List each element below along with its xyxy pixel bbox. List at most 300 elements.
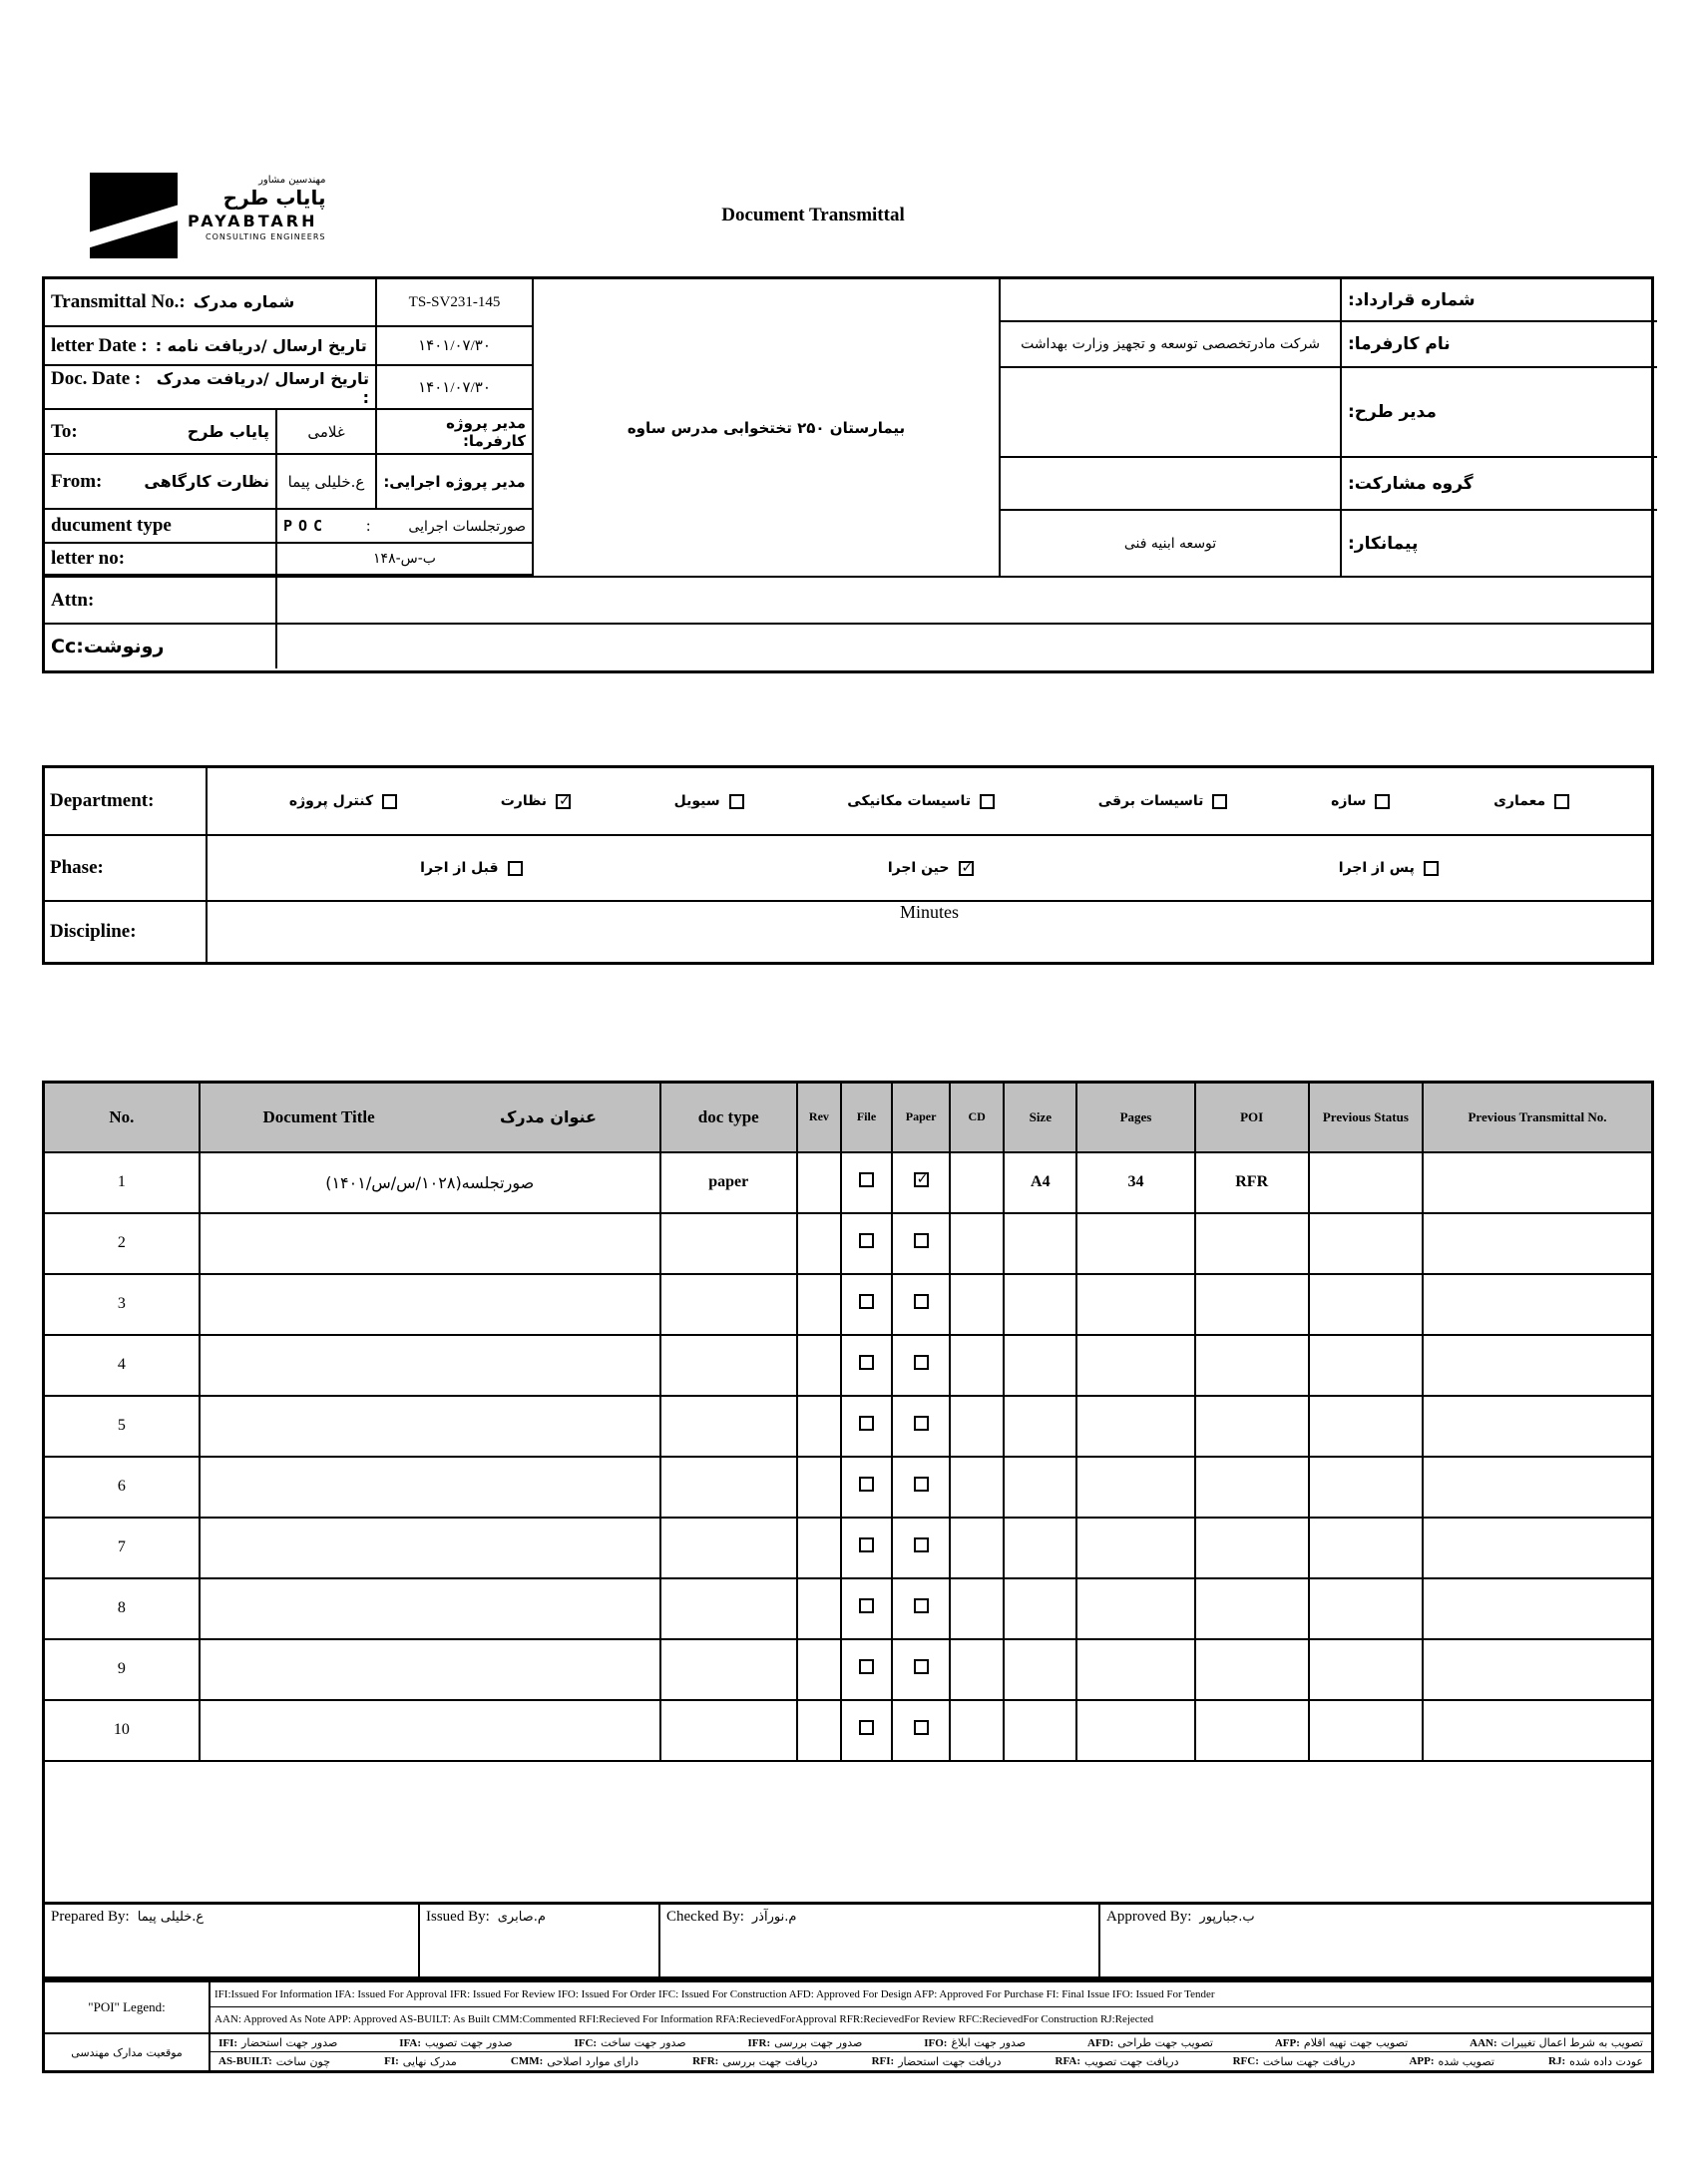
col-title-fa: عنوان مدرک (500, 1107, 597, 1127)
status-legend-entry (384, 2055, 457, 2068)
status-text: دارای موارد اصلاحی (547, 2054, 638, 2068)
transmittal-no-value: TS-SV231-145 (408, 293, 501, 310)
status-code: IFI: (218, 2036, 238, 2049)
status-text: تصویب به شرط اعمال تغییرات (1500, 2036, 1643, 2049)
row-paper (892, 1213, 950, 1274)
row-rev (797, 1396, 841, 1457)
attn-label: Attn: (45, 578, 277, 623)
row-cd (950, 1457, 1004, 1518)
page-title: Document Transmittal (721, 205, 905, 225)
row-no: 5 (44, 1396, 200, 1457)
document-type-colon: : (366, 517, 371, 535)
row-rev (797, 1152, 841, 1213)
checkbox-icon[interactable] (556, 794, 571, 809)
row-no: 4 (44, 1335, 200, 1396)
status-code: APP: (1409, 2055, 1435, 2067)
row-cd (950, 1396, 1004, 1457)
documents-table (42, 1081, 1654, 1905)
row-rev (797, 1274, 841, 1335)
checkbox-option-label: تاسیسات برقی (1097, 793, 1204, 809)
checkbox-option-label: تاسیسات مکانیکی (847, 793, 972, 809)
department-row (45, 768, 1651, 836)
row-previous-transmittal (1423, 1274, 1653, 1335)
row-previous-status (1309, 1518, 1423, 1578)
row-paper (892, 1396, 950, 1457)
row-poi (1195, 1335, 1309, 1396)
col-previous-transmittal-no: Previous Transmittal No. (1423, 1083, 1653, 1152)
design-manager-label: مدیر طرح: (1340, 368, 1657, 456)
row-previous-status (1309, 1274, 1423, 1335)
row-poi (1195, 1213, 1309, 1274)
doc-date-label-fa: تاریخ ارسال /دریافت مدرک : (156, 368, 369, 407)
approved-by-label: Approved By: (1106, 1909, 1192, 1925)
paper-checkbox-icon[interactable] (914, 1416, 929, 1431)
col-poi: POI (1195, 1083, 1309, 1152)
row-paper (892, 1518, 950, 1578)
department-options (208, 768, 1651, 834)
status-text: صدور جهت تصویب (425, 2036, 513, 2049)
paper-checkbox-icon[interactable] (914, 1172, 929, 1187)
phase-options (208, 836, 1651, 900)
row-file (841, 1335, 892, 1396)
logo-subtitle: CONSULTING ENGINEERS (206, 232, 326, 241)
paper-checkbox-icon[interactable] (914, 1355, 929, 1370)
poi-legend-label: "POI" Legend: (45, 1982, 211, 2032)
prepared-by-name: ع.خلیلی پیما (137, 1910, 205, 1925)
file-checkbox-icon[interactable] (859, 1172, 874, 1187)
phase-label: Phase: (45, 836, 208, 900)
letter-date-label-en: letter Date : (51, 334, 148, 356)
status-code: IFA: (399, 2036, 422, 2049)
row-file (841, 1213, 892, 1274)
document-type-row (45, 510, 532, 544)
paper-checkbox-icon[interactable] (914, 1233, 929, 1248)
status-text: دریافت جهت بررسی (722, 2054, 818, 2068)
checkbox-option (1339, 860, 1439, 876)
file-checkbox-icon[interactable] (859, 1355, 874, 1370)
design-manager-row (1001, 368, 1657, 458)
row-cd (950, 1335, 1004, 1396)
status-legend-entry (511, 2055, 638, 2068)
file-checkbox-icon[interactable] (859, 1477, 874, 1492)
status-legend-entry (1233, 2055, 1356, 2068)
to-person: غلامی (277, 410, 377, 453)
row-cd (950, 1274, 1004, 1335)
checkbox-icon[interactable] (1424, 861, 1439, 876)
status-code: AFP: (1274, 2036, 1300, 2049)
row-paper (892, 1578, 950, 1639)
partnership-value (1001, 458, 1340, 509)
row-size (1004, 1457, 1076, 1518)
legend-section (42, 1979, 1654, 2073)
logo-fa-name: پایاب طرح (222, 186, 326, 210)
status-code: RFI: (871, 2055, 895, 2067)
row-cd (950, 1639, 1004, 1700)
row-previous-status (1309, 1213, 1423, 1274)
checkbox-option-label: کنترل پروژه (288, 793, 374, 809)
table-row (44, 1700, 1653, 1761)
row-previous-transmittal (1423, 1700, 1653, 1761)
status-text: مدرک نهایی (402, 2054, 457, 2068)
row-title (200, 1396, 660, 1457)
row-paper (892, 1152, 950, 1213)
attn-value[interactable] (277, 578, 1651, 623)
table-row (44, 1335, 1653, 1396)
row-poi (1195, 1396, 1309, 1457)
row-size (1004, 1335, 1076, 1396)
status-code: RJ: (1548, 2055, 1566, 2067)
row-paper (892, 1457, 950, 1518)
checkbox-option-label: سازه (1331, 793, 1367, 809)
col-size: Size (1004, 1083, 1076, 1152)
row-cd (950, 1578, 1004, 1639)
status-legend-entry (872, 2055, 1002, 2068)
row-paper (892, 1700, 950, 1761)
row-no: 3 (44, 1274, 200, 1335)
row-no: 10 (44, 1700, 200, 1761)
table-row (44, 1578, 1653, 1639)
contract-no-label: شماره قرارداد: (1340, 279, 1657, 320)
checkbox-option (1493, 793, 1569, 809)
file-checkbox-icon[interactable] (859, 1598, 874, 1613)
checkbox-icon[interactable] (1375, 794, 1390, 809)
row-poi (1195, 1700, 1309, 1761)
checked-by-cell (660, 1905, 1100, 1976)
document-type-label: ducument type (45, 510, 277, 542)
from-label: From: (51, 470, 103, 492)
status-legend-entry (574, 2036, 685, 2049)
row-paper (892, 1639, 950, 1700)
checkbox-option (501, 793, 571, 809)
row-file (841, 1518, 892, 1578)
checkbox-icon[interactable] (382, 794, 397, 809)
table-row (44, 1213, 1653, 1274)
checkbox-option-label: قبل از اجرا (420, 860, 499, 876)
client-row (1001, 322, 1657, 368)
poi-legend-line-1: IFI:Issued For Information IFA: Issued For Approval IFR: Issued For Review IFO: Issued For Order IFC: Issued For Construction AFD: Approved For Design AFP: Approved For Purchase FI: Final Issue IFO: Issued For Tender (211, 1982, 1651, 2007)
row-no: 2 (44, 1213, 200, 1274)
status-code: RFC: (1232, 2055, 1259, 2067)
row-size (1004, 1213, 1076, 1274)
row-file (841, 1457, 892, 1518)
row-title (200, 1578, 660, 1639)
contractor-label: پیمانکار: (1340, 511, 1657, 576)
status-code: IFC: (574, 2036, 598, 2049)
paper-checkbox-icon[interactable] (914, 1720, 929, 1735)
table-filler-area (44, 1761, 1653, 1904)
approved-by-name: ب.جبارپور (1199, 1910, 1255, 1925)
checkbox-option (888, 860, 974, 876)
col-title-en: Document Title (262, 1106, 375, 1126)
row-pages (1076, 1213, 1194, 1274)
row-paper (892, 1274, 950, 1335)
table-row (44, 1396, 1653, 1457)
row-previous-transmittal (1423, 1457, 1653, 1518)
row-cd (950, 1700, 1004, 1761)
row-poi: RFR (1195, 1152, 1309, 1213)
col-paper: Paper (892, 1083, 950, 1152)
row-previous-status (1309, 1396, 1423, 1457)
logo-latin-name: PAYABTARH (188, 212, 318, 230)
transmittal-no-label-fa: شماره مدرک (193, 292, 295, 311)
col-rev: Rev (797, 1083, 841, 1152)
status-text: تصویب شده (1438, 2054, 1494, 2068)
row-no: 7 (44, 1518, 200, 1578)
status-legend-entry (1087, 2036, 1213, 2049)
row-rev (797, 1457, 841, 1518)
status-text: دریافت جهت ساخت (1262, 2054, 1356, 2068)
status-text: تصویب جهت طراحی (1117, 2036, 1213, 2049)
col-cd: CD (950, 1083, 1004, 1152)
status-text: صدور جهت ساخت (601, 2036, 686, 2049)
row-previous-transmittal (1423, 1213, 1653, 1274)
status-legend-entry (692, 2055, 817, 2068)
status-legend-line-1 (211, 2034, 1651, 2052)
row-previous-status (1309, 1578, 1423, 1639)
row-title (200, 1274, 660, 1335)
row-poi (1195, 1578, 1309, 1639)
to-row (45, 410, 532, 455)
exec-pm-label: مدیر پروژه اجرایی: (383, 472, 526, 491)
checkbox-option (674, 793, 744, 809)
row-previous-transmittal (1423, 1578, 1653, 1639)
row-previous-transmittal (1423, 1335, 1653, 1396)
row-file (841, 1274, 892, 1335)
row-pages (1076, 1457, 1194, 1518)
documents-rows (44, 1152, 1653, 1761)
file-checkbox-icon[interactable] (859, 1720, 874, 1735)
row-size (1004, 1639, 1076, 1700)
row-pages (1076, 1274, 1194, 1335)
row-title (200, 1700, 660, 1761)
status-legend-block (45, 2032, 1651, 2070)
row-previous-status (1309, 1639, 1423, 1700)
status-code: IFR: (747, 2036, 771, 2049)
status-code: AS-BUILT: (218, 2055, 272, 2067)
cc-value[interactable] (277, 625, 1651, 668)
row-previous-status (1309, 1152, 1423, 1213)
status-text: تصویب جهت تهیه اقلام (1303, 2036, 1409, 2049)
status-legend-label: موقعیت مدارک مهندسی (45, 2034, 211, 2070)
department-label: Department: (45, 768, 208, 834)
row-size (1004, 1274, 1076, 1335)
row-previous-transmittal (1423, 1396, 1653, 1457)
status-legend-line-2 (211, 2052, 1651, 2070)
file-checkbox-icon[interactable] (859, 1537, 874, 1552)
transmittal-no-label-en: Transmittal No.: (51, 291, 186, 312)
col-doc-type: doc type (660, 1083, 797, 1152)
row-file (841, 1639, 892, 1700)
row-no: 8 (44, 1578, 200, 1639)
status-code: RFR: (692, 2055, 719, 2067)
status-text: صدور جهت استحضار (241, 2036, 338, 2049)
status-legend-entry (924, 2036, 1026, 2049)
info-right-block (1001, 279, 1657, 576)
phase-row (45, 836, 1651, 902)
status-legend-entry (218, 2055, 330, 2068)
row-size (1004, 1700, 1076, 1761)
checkbox-icon[interactable] (1212, 794, 1227, 809)
letter-date-label-fa: تاریخ ارسال /دریافت نامه : (155, 335, 367, 355)
signatures-row (42, 1902, 1654, 1979)
row-file (841, 1396, 892, 1457)
doc-date-value: ۱۴۰۱/۰۷/۳۰ (418, 379, 491, 396)
row-rev (797, 1700, 841, 1761)
attn-row (45, 576, 1651, 623)
row-no: 9 (44, 1639, 200, 1700)
table-row (44, 1518, 1653, 1578)
checkbox-option-label: سیویل (673, 793, 720, 809)
status-text: صدور جهت ابلاغ (951, 2036, 1027, 2049)
document-type-fa: صورتجلسات اجرایی (408, 518, 526, 535)
to-value: پایاب طرح (187, 421, 269, 441)
contract-no-value (1001, 279, 1340, 320)
row-previous-transmittal (1423, 1639, 1653, 1700)
row-title (200, 1457, 660, 1518)
row-poi (1195, 1518, 1309, 1578)
row-title (200, 1639, 660, 1700)
status-code: FI: (384, 2055, 399, 2067)
status-text: صدور جهت بررسی (774, 2036, 863, 2049)
checked-by-label: Checked By: (666, 1909, 744, 1925)
col-no: No. (44, 1083, 200, 1152)
from-row (45, 455, 532, 510)
project-name: بیمارستان ۲۵۰ تختخوابی مدرس ساوه (532, 279, 1001, 576)
prepared-by-cell (45, 1905, 420, 1976)
row-rev (797, 1639, 841, 1700)
row-pages (1076, 1335, 1194, 1396)
from-person: ع.خلیلی پیما (277, 455, 377, 508)
issued-by-name: م.صابری (497, 1910, 546, 1925)
logo-fa-tagline: مهندسین مشاور (258, 175, 326, 186)
col-document-title (200, 1083, 660, 1152)
classification-table (42, 765, 1654, 965)
checkbox-option (289, 793, 397, 809)
row-previous-status (1309, 1700, 1423, 1761)
row-cd (950, 1518, 1004, 1578)
discipline-value: Minutes (899, 902, 959, 922)
status-code: IFO: (924, 2036, 948, 2049)
documents-table-header (44, 1083, 1653, 1152)
prepared-by-label: Prepared By: (51, 1909, 130, 1925)
issued-by-label: Issued By: (426, 1909, 490, 1925)
from-value: نظارت کارگاهی (144, 471, 269, 491)
row-size: A4 (1004, 1152, 1076, 1213)
status-legend-entry (1409, 2055, 1493, 2068)
status-code: RFA: (1055, 2055, 1081, 2067)
row-doc-type (660, 1396, 797, 1457)
checkbox-option (1331, 793, 1390, 809)
row-pages: 34 (1076, 1152, 1194, 1213)
file-checkbox-icon[interactable] (859, 1294, 874, 1309)
row-no: 6 (44, 1457, 200, 1518)
issued-by-cell (420, 1905, 660, 1976)
paper-checkbox-icon[interactable] (914, 1659, 929, 1674)
row-size (1004, 1518, 1076, 1578)
status-code: AFD: (1087, 2036, 1114, 2049)
checkbox-icon[interactable] (729, 794, 744, 809)
checkbox-option-label: پس از اجرا (1338, 860, 1415, 876)
design-manager-value (1001, 368, 1340, 456)
contractor-row (1001, 511, 1657, 576)
row-pages (1076, 1396, 1194, 1457)
checkbox-icon[interactable] (980, 794, 995, 809)
transmittal-no-row (45, 279, 532, 327)
letter-no-value: ۱۴۸-س-ب (373, 551, 436, 567)
row-rev (797, 1213, 841, 1274)
row-previous-status (1309, 1335, 1423, 1396)
row-size (1004, 1396, 1076, 1457)
to-label: To: (51, 420, 78, 442)
row-previous-transmittal (1423, 1152, 1653, 1213)
checkbox-icon[interactable] (959, 861, 974, 876)
row-doc-type (660, 1518, 797, 1578)
document-type-code: POC (283, 516, 329, 535)
partnership-row (1001, 458, 1657, 511)
row-doc-type (660, 1578, 797, 1639)
checkbox-icon[interactable] (1554, 794, 1569, 809)
cc-row (45, 623, 1651, 668)
row-poi (1195, 1274, 1309, 1335)
file-checkbox-icon[interactable] (859, 1416, 874, 1431)
row-title (200, 1213, 660, 1274)
header-info-table (42, 276, 1654, 673)
status-text: چون ساخت (275, 2054, 331, 2068)
row-title (200, 1335, 660, 1396)
table-row (44, 1639, 1653, 1700)
status-text: دریافت جهت استحضار (898, 2054, 1002, 2068)
row-previous-transmittal (1423, 1518, 1653, 1578)
file-checkbox-icon[interactable] (859, 1659, 874, 1674)
row-rev (797, 1518, 841, 1578)
status-legend-entry (1470, 2036, 1643, 2049)
status-legend-entry (1056, 2055, 1179, 2068)
row-previous-status (1309, 1457, 1423, 1518)
doc-date-label-en: Doc. Date : (51, 367, 142, 389)
file-checkbox-icon[interactable] (859, 1233, 874, 1248)
status-legend-entry (218, 2036, 337, 2049)
checkbox-option-label: نظارت (500, 793, 548, 809)
checkbox-option-label: حین اجرا (887, 860, 950, 876)
table-row (44, 1152, 1653, 1213)
contract-no-row (1001, 279, 1657, 322)
paper-checkbox-icon[interactable] (914, 1537, 929, 1552)
row-poi (1195, 1457, 1309, 1518)
row-poi (1195, 1639, 1309, 1700)
paper-checkbox-icon[interactable] (914, 1598, 929, 1613)
status-legend-entry (748, 2036, 863, 2049)
row-file (841, 1152, 892, 1213)
checkbox-icon[interactable] (508, 861, 523, 876)
status-code: CMM: (510, 2055, 544, 2067)
status-legend-entry (1548, 2055, 1643, 2068)
row-file (841, 1578, 892, 1639)
checkbox-option (1098, 793, 1228, 809)
letter-date-value: ۱۴۰۱/۰۷/۳۰ (418, 338, 491, 354)
poi-legend-line-2: AAN: Approved As Note APP: Approved AS-BUILT: As Built CMM:Commented RFI:Recieved For Information RFA:RecievedForApproval RFR:RecievedFor Review RFC:RecievedFor Construction RJ:Rejected (214, 2013, 1154, 2025)
row-doc-type (660, 1213, 797, 1274)
row-pages (1076, 1578, 1194, 1639)
letter-no-label: letter no: (45, 544, 277, 574)
contractor-value: توسعه ابنیه فنی (1123, 535, 1217, 552)
paper-checkbox-icon[interactable] (914, 1294, 929, 1309)
col-previous-status: Previous Status (1309, 1083, 1423, 1152)
paper-checkbox-icon[interactable] (914, 1477, 929, 1492)
checked-by-name: م.نورآذر (751, 1910, 797, 1925)
row-doc-type (660, 1274, 797, 1335)
row-rev (797, 1335, 841, 1396)
row-doc-type (660, 1335, 797, 1396)
